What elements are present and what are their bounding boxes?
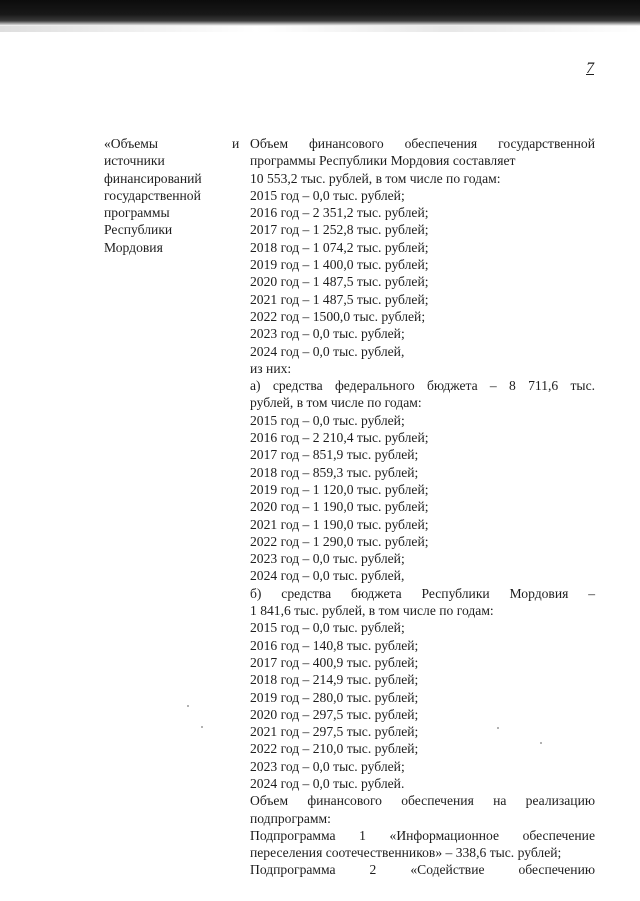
subprogram-1-text: Подпрограмма 1 «Информационное обеспечение переселения соотечественников» – 338,6 тыс. рублей; (250, 827, 595, 861)
federal-year-line: 2018 год – 859,3 тыс. рублей; (250, 464, 419, 480)
regional-year-line: 2017 год – 400,9 тыс. рублей; (250, 654, 419, 670)
total-year-line: 2021 год – 1 487,5 тыс. рублей; (250, 291, 429, 307)
federal-year-line: 2016 год – 2 210,4 тыс. рублей; (250, 430, 429, 446)
federal-year-line: 2015 год – 0,0 тыс. рублей; (250, 412, 405, 428)
federal-budget-subheading: рублей, в том числе по годам: (250, 395, 422, 411)
federal-year-line: 2020 год – 1 190,0 тыс. рублей; (250, 499, 429, 515)
regional-year-line: 2018 год – 214,9 тыс. рублей; (250, 672, 419, 688)
total-year-line: 2023 год – 0,0 тыс. рублей; (250, 326, 405, 342)
scan-speck (187, 705, 189, 707)
label-line: Республики (104, 222, 173, 238)
label-line: финансирований (104, 170, 202, 186)
total-year-line: 2017 год – 1 252,8 тыс. рублей; (250, 222, 429, 238)
page-number: 7 (586, 60, 594, 77)
total-year-line: 2024 год – 0,0 тыс. рублей, (250, 343, 405, 359)
financing-text (250, 135, 595, 879)
total-year-line: 2019 год – 1 400,0 тыс. рублей; (250, 257, 429, 273)
label-line: «Объемы (104, 136, 158, 151)
total-year-line: 2016 год – 2 351,2 тыс. рублей; (250, 205, 429, 221)
federal-year-line: 2017 год – 851,9 тыс. рублей; (250, 447, 419, 463)
intro-text: Объем финансового обеспечения государственной программы Республики Мордовия составляет (250, 136, 595, 169)
federal-budget-heading: а) средства федерального бюджета – 8 711,6 тыс. (250, 378, 595, 394)
label-line: источники (104, 153, 165, 169)
regional-year-line: 2022 год – 210,0 тыс. рублей; (250, 741, 419, 757)
table-row-label (104, 135, 220, 256)
federal-year-line: 2022 год – 1 290,0 тыс. рублей; (250, 533, 429, 549)
scan-speck (201, 726, 203, 728)
scan-speck (540, 742, 542, 744)
regional-year-line: 2024 год – 0,0 тыс. рублей. (250, 775, 405, 791)
regional-budget-subheading: 1 841,6 тыс. рублей, в том числе по годам: (250, 603, 494, 619)
federal-year-line: 2021 год – 1 190,0 тыс. рублей; (250, 516, 429, 532)
label-line: государственной (104, 187, 201, 203)
regional-year-line: 2023 год – 0,0 тыс. рублей; (250, 758, 405, 774)
total-year-line: 2015 год – 0,0 тыс. рублей; (250, 187, 405, 203)
regional-year-line: 2015 год – 0,0 тыс. рублей; (250, 620, 405, 636)
federal-year-line: 2024 год – 0,0 тыс. рублей, (250, 568, 405, 584)
regional-budget-heading: б) средства бюджета Республики Мордовия – (250, 585, 595, 601)
total-year-line: 2022 год – 1500,0 тыс. рублей; (250, 308, 426, 324)
regional-year-line: 2019 год – 280,0 тыс. рублей; (250, 689, 419, 705)
regional-year-line: 2021 год – 297,5 тыс. рублей; (250, 724, 419, 740)
scan-edge-shadow (0, 0, 640, 26)
scan-speck (497, 727, 499, 729)
label-line: Мордовия (104, 239, 163, 255)
federal-year-line: 2023 год – 0,0 тыс. рублей; (250, 551, 405, 567)
subprograms-heading: Объем финансового обеспечения на реализацию подпрограмм: (250, 793, 595, 826)
regional-year-line: 2016 год – 140,8 тыс. рублей; (250, 637, 419, 653)
federal-year-line: 2019 год – 1 120,0 тыс. рублей; (250, 481, 429, 497)
label-line: программы (104, 205, 170, 221)
total-year-line: 2018 год – 1 074,2 тыс. рублей; (250, 239, 429, 255)
total-year-line: 2020 год – 1 487,5 тыс. рублей; (250, 274, 429, 290)
conjunction: и (232, 136, 240, 151)
regional-year-line: 2020 год – 297,5 тыс. рублей; (250, 706, 419, 722)
subprogram-2-text: Подпрограмма 2 «Содействие обеспечению (250, 862, 595, 878)
of-them-label: из них: (250, 360, 292, 376)
intro-total: 10 553,2 тыс. рублей, в том числе по годам: (250, 170, 501, 186)
